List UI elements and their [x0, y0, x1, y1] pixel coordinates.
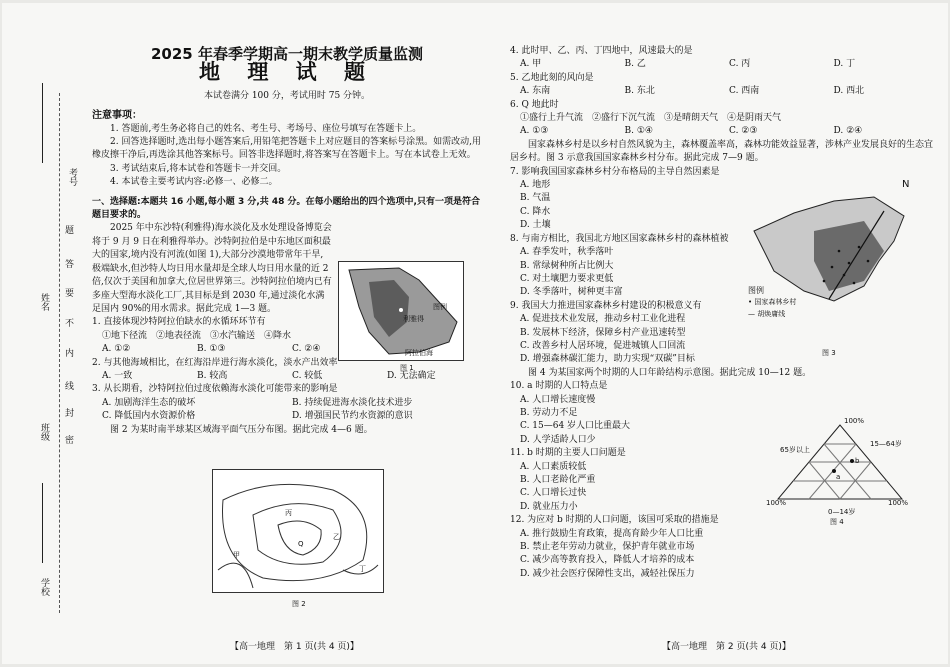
- fig4-caption: 图 4: [830, 518, 844, 526]
- kaohao-underline: [42, 83, 43, 163]
- option: C. 对土壤肥力要求更低: [520, 273, 614, 284]
- option: B. 发展林下经济，保障乡村产业迅速转型: [520, 327, 686, 338]
- question-5: [510, 72, 938, 99]
- option: C. 改善乡村人居环境，促进城镇人口回流: [520, 340, 686, 351]
- option: A. ①③: [520, 126, 549, 137]
- fig2-caption: 图 2: [292, 600, 306, 608]
- option: C. ②④: [292, 344, 321, 355]
- point-a-label: a: [836, 473, 841, 481]
- option: A. 地形: [520, 180, 551, 191]
- option-row: [510, 125, 938, 138]
- option: A. 春季发叶，秋季落叶: [520, 247, 614, 258]
- label-banji: 班级: [39, 423, 49, 441]
- question-stem: 12. 为应对 b 时期的人口问题，该国可采取的措施是: [510, 515, 719, 526]
- axis-100-top: 100%: [844, 417, 865, 425]
- point-b-label: b: [855, 457, 860, 465]
- intro-10-12: 图 4 为某国家两个时期的人口年龄结构示意图。据此完成 10—12 题。: [528, 367, 812, 378]
- legend-title: 图例: [748, 286, 764, 295]
- question-stem: 1. 直接体现沙特阿拉伯缺水的水循环环节有: [92, 317, 266, 328]
- option: B. 东北: [624, 86, 655, 97]
- question-12: [510, 514, 938, 581]
- question-stem: 6. Q 地此时: [510, 99, 559, 110]
- option: D. 减少社会医疗保障性支出，减轻社保压力: [520, 568, 695, 579]
- option: D. 增强森林碳汇能力，助力实现“双碳”目标: [520, 354, 695, 365]
- seal-char: 要: [63, 288, 73, 297]
- figure-2-pressure-map: [212, 469, 384, 593]
- note-item: 3. 考试结束后,将本试卷和答题卡一并交回。: [110, 163, 287, 174]
- question-sub: ①地下径流 ②地表径流 ③水汽输送 ④降水: [102, 330, 292, 341]
- seal-char: 线: [63, 381, 73, 390]
- option: A. 东南: [520, 86, 551, 97]
- note-item: 2. 回答选择题时,选出每小题答案后,用铅笔把答题卡上对应题目的答案标号涂黑。如需改动,用橡皮擦干净后,再选涂其他答案标号。回答非选择题时,将答案写在答题卡上。写在本试卷上无效。: [92, 137, 482, 161]
- isobar-chart: [213, 470, 383, 592]
- axis-label-15-64: 15—64岁: [870, 440, 902, 448]
- option-row: [510, 58, 938, 71]
- question-4: [510, 45, 938, 72]
- question-stem: 8. 与南方相比，我国北方地区国家森林乡村的森林植被: [510, 233, 729, 244]
- option: A. 人口增长速度慢: [520, 394, 596, 405]
- option: A. 加剧海洋生态的破坏: [102, 397, 196, 408]
- banji-underline: [42, 483, 43, 563]
- seal-char: 封: [63, 408, 73, 417]
- label-kaohao: 考号: [67, 168, 77, 186]
- option: C. 降低国内水资源价格: [102, 411, 196, 422]
- ternary-chart: [770, 417, 910, 507]
- note-item: 4. 本试卷主要考试内容:必修一、必修二。: [110, 177, 278, 188]
- option: D. 冬季落叶，树种更丰富: [520, 287, 623, 298]
- intro-4-6: 图 2 为某时南半球某区域海平面气压分布图。据此完成 4—6 题。: [110, 424, 373, 435]
- subject-title: 地 理 试 题: [199, 60, 375, 85]
- section-heading: 一、选择题:本题共 16 小题,每小题 3 分,共 48 分。在每小题给出的四个选项中,只有一项是符合题目要求的。: [92, 196, 480, 221]
- legend-line: — 胡焕庸线: [748, 310, 786, 318]
- question-stem: 4. 此时甲、乙、丙、丁四地中，风速最大的是: [510, 46, 693, 56]
- option-row: [510, 85, 938, 98]
- fig1-caption: 图 1: [400, 364, 414, 372]
- legend-dot: • 国家森林乡村: [748, 298, 797, 306]
- axis-label-65: 65岁以上: [780, 446, 810, 454]
- option: B. ①③: [197, 344, 226, 355]
- option: A. ①②: [102, 344, 131, 355]
- seal-char: 答: [63, 259, 73, 268]
- option: A. 甲: [520, 59, 542, 70]
- north-arrow: N: [902, 179, 910, 190]
- option-row: [92, 410, 482, 423]
- option: B. 人口老龄化严重: [520, 475, 596, 485]
- point-label: 丙: [285, 509, 292, 517]
- page-1: [92, 3, 482, 437]
- footer-right: 【高一地理 第 2 页(共 4 页)】: [662, 642, 791, 652]
- seal-char: 不: [63, 318, 73, 327]
- option: A. 推行鼓励生育政策，提高育龄少年人口比重: [520, 528, 704, 539]
- city-label: 利雅得: [403, 315, 424, 323]
- option: C. 丙: [729, 59, 751, 70]
- exam-title: 2025 年春季学期高一期末教学质量监测: [151, 45, 423, 63]
- option: D. 增强国民节约水资源的意识: [292, 411, 413, 422]
- figure-3-china-map: [744, 191, 914, 339]
- label-xuexiao: 学校: [39, 578, 49, 596]
- footer-left: 【高一地理 第 1 页(共 4 页)】: [230, 642, 359, 652]
- question-3: [92, 383, 482, 423]
- option: C. ②③: [729, 126, 758, 137]
- option: B. 劳动力不足: [520, 407, 578, 418]
- seal-char: 密: [63, 435, 73, 444]
- option: D. 丁: [833, 59, 856, 70]
- point-label: 丁: [359, 565, 366, 573]
- question-stem: 11. b 时期的主要人口问题是: [510, 448, 626, 459]
- option: B. 乙: [624, 59, 646, 70]
- option: D. ②④: [833, 126, 863, 137]
- figure-1-map: [338, 261, 464, 361]
- point-label: 乙: [333, 533, 340, 541]
- exam-info: 本试卷满分 100 分，考试用时 75 分钟。: [203, 90, 371, 101]
- option: C. 人口增长过快: [520, 488, 587, 499]
- option-row: [92, 370, 482, 383]
- intro-1-3: 2025 年中东沙特(利雅得)海水淡化及水处理设备博览会将于 9 月 9 日在利雅得举办。沙特阿拉伯是中东地区面积最大的国家,境内没有河流(如图 1),大部分沙漠地带常年干旱,极端缺水,但沙特人均日用水量却是全球人均日用水量的近 2 倍,仅次于美国和加拿大,位居世界第三。沙特阿拉伯境内已有多座大型海水淡化工厂,其目标是到 2030 年,通过淡化水满足国内 90%的用水需求。据此完成 1—3 题。: [92, 223, 332, 314]
- option: B. 禁止老年劳动力就业，保护青年就业市场: [520, 542, 695, 553]
- legend-title: 图例: [433, 303, 447, 311]
- question-sub: ①盛行上升气流 ②盛行下沉气流 ③是晴朗天气 ④是阴雨天气: [520, 113, 782, 124]
- exam-sheet: [2, 3, 948, 664]
- option: D. 就业压力小: [520, 501, 578, 512]
- option: B. 气温: [520, 193, 551, 204]
- question-stem: 5. 乙地此刻的风向是: [510, 72, 594, 83]
- intro-7-9: 国家森林乡村是以乡村自然风貌为主，森林覆盖率高，森林功能效益显著，涉林产业发展良好的生态宜居乡村。图 3 示意我国国家森林乡村分布。据此完成 7—9 题。: [510, 139, 934, 164]
- question-stem: 7. 影响我国国家森林乡村分布格局的主导自然因素是: [510, 166, 720, 177]
- question-6: [510, 99, 938, 139]
- option: D. 人学适龄人口少: [520, 434, 596, 445]
- option: A. 人口素质较低: [520, 461, 587, 472]
- axis-100-right: 100%: [888, 499, 909, 507]
- label-xingming: 姓名: [39, 293, 49, 311]
- option: C. 降水: [520, 206, 551, 217]
- option: A. 一致: [102, 370, 133, 381]
- option: D. 土壤: [520, 220, 551, 231]
- binding-strip: [2, 3, 94, 664]
- option: C. 15—64 岁人口比重最大: [520, 421, 631, 432]
- figure-4-ternary: [766, 417, 910, 517]
- option: C. 西南: [729, 86, 760, 97]
- note-item: 1. 答题前,考生务必将自己的姓名、考生号、考场号、座位号填写在答题卡上。: [110, 123, 422, 134]
- option-row: [92, 397, 482, 410]
- option: D. 无法确定: [387, 370, 436, 381]
- point-label: 甲: [233, 551, 240, 559]
- option: A. 促进技术业发展，推动乡村工业化进程: [520, 314, 686, 325]
- question-stem: 3. 从长期看，沙特阿拉伯过度依赖海水淡化可能带来的影响是: [92, 384, 338, 395]
- notes-heading: 注意事项：: [92, 110, 142, 122]
- question-stem: 10. a 时期的人口特点是: [510, 381, 608, 392]
- option: B. 常绿树种所占比例大: [520, 260, 614, 271]
- fig3-caption: 图 3: [822, 349, 836, 357]
- axis-label-0-14: 0—14岁: [828, 508, 856, 516]
- option: B. ①④: [624, 126, 653, 137]
- seal-char: 题: [63, 225, 73, 234]
- option: B. 较高: [197, 370, 228, 381]
- sea-label: 阿拉伯海: [405, 349, 433, 357]
- axis-100-left: 100%: [766, 499, 787, 507]
- seal-char: 内: [63, 348, 73, 357]
- seal-line: [59, 93, 60, 613]
- option: B. 持续促进海水淡化技术进步: [292, 397, 413, 408]
- point-label: Q: [298, 540, 304, 548]
- question-stem: 2. 与其他海域相比，在红海沿岸进行海水淡化，淡水产出效率: [92, 357, 338, 368]
- option: C. 较低: [292, 370, 323, 381]
- option: C. 减少高等教育投入，降低人才培养的成本: [520, 555, 695, 566]
- question-stem: 9. 我国大力推进国家森林乡村建设的积极意义有: [510, 300, 702, 311]
- option: D. 西北: [833, 86, 865, 97]
